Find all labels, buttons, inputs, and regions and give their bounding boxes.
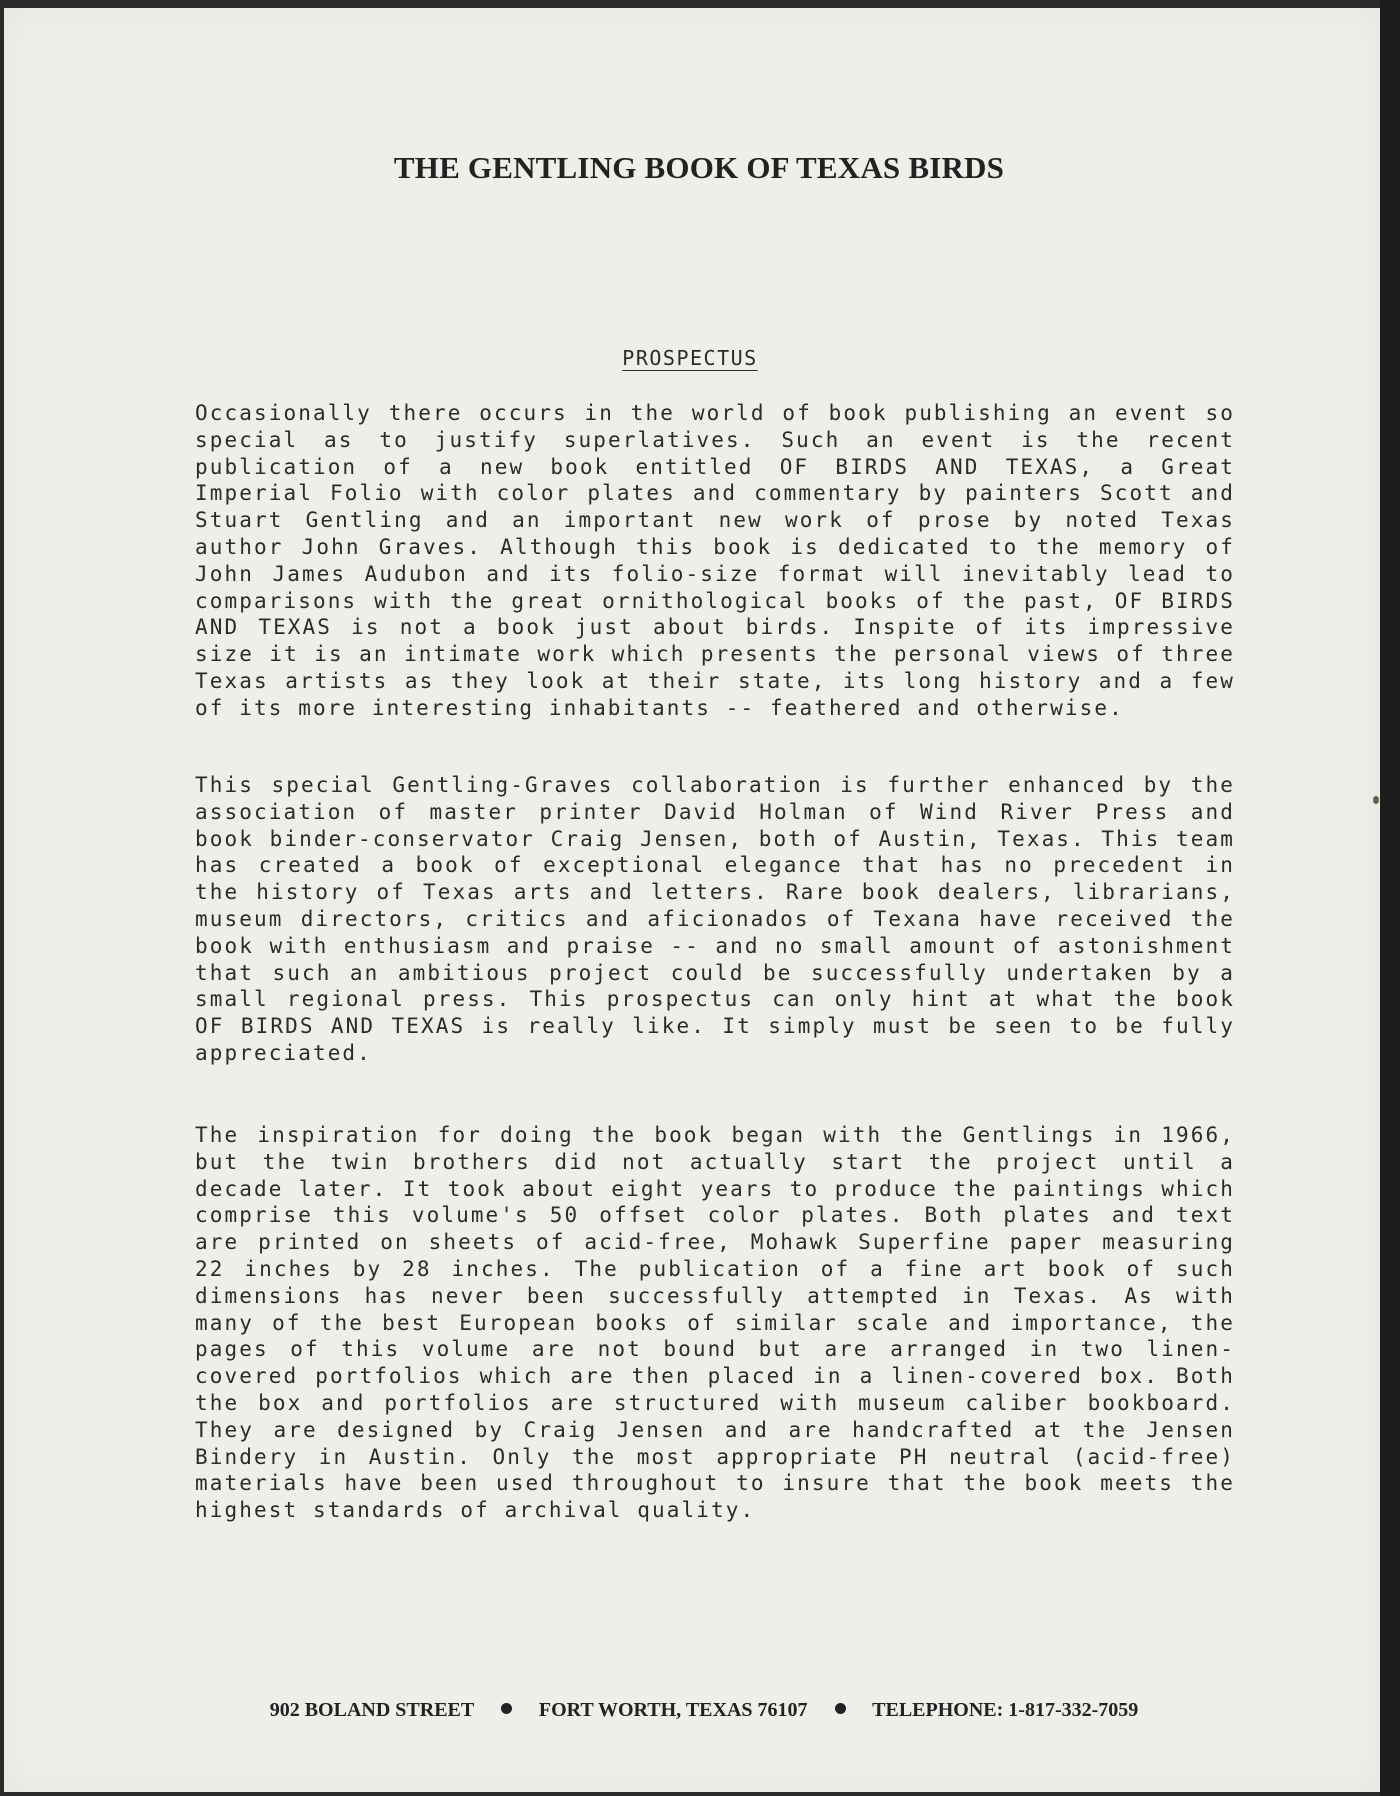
bullet-icon xyxy=(501,1703,512,1714)
section-heading xyxy=(4,346,1376,370)
document-page xyxy=(4,8,1380,1792)
paragraph-3: The inspiration for doing the book began with the Gentlings in 1966, but the twin brothers did not actually start the project until a decade later. It took about eight years to produce the paintings which comprise this volume's 50 offset color plates. Both plates and text are printed on sheets of acid-free, Mohawk Superfine paper measuring 22 inches by 28 inches. The publication of a fine art book of such dimensions has never been successfully attempted in Texas. As with many of the best European books of similar scale and importance, the pages of this volume are not bound but are arranged in two linen-covered portfolios which are then placed in a linen-covered box. Both the box and portfolios are structured with museum caliber bookboard. They are designed by Craig Jensen and are handcrafted at the Jensen Bindery in Austin. Only the most appropriate PH neutral (acid-free) materials have been used throughout to insure that the book meets the highest standards of archival quality. xyxy=(195,1123,1235,1523)
margin-speck xyxy=(1373,796,1379,804)
scan-edge xyxy=(1380,0,1400,1796)
bullet-icon xyxy=(835,1703,846,1714)
paragraph-1: Occasionally there occurs in the world of book publishing an event so special as to justify superlatives. Such an event is the recent publication of a new book entitled OF BIRDS AND TEXAS, a Great Imperial Folio with color plates and commentary by painters Scott and Stuart Gentling and an important new work of prose by noted Texas author John Graves. Although this book is dedicated to the memory of John James Audubon and its folio-size format will inevitably lead to comparisons with the great ornithological books of the past, OF BIRDS AND TEXAS is not a book just about birds. Inspite of its impressive size it is an intimate work which presents the personal views of three Texas artists as they look at their state, its long history and a few of its more interesting inhabitants -- feathered and otherwise. xyxy=(195,401,1235,720)
footer-contact xyxy=(4,1699,1400,1722)
paragraph-2: This special Gentling-Graves collaboration is further enhanced by the association of master printer David Holman of Wind River Press and book binder-conservator Craig Jensen, both of Austin, Texas. This team has created a book of exceptional elegance that has no precedent in the history of Texas arts and letters. Rare book dealers, librarians, museum directors, critics and aficionados of Texana have received the book with enthusiasm and praise -- and no small amount of astonishment that such an ambitious project could be successfully undertaken by a small regional press. This prospectus can only hint at what the book OF BIRDS AND TEXAS is really like. It simply must be seen to be fully appreciated. xyxy=(195,773,1235,1065)
footer-phone: TELEPHONE: 1-817-332-7059 xyxy=(872,1699,1139,1721)
footer-city: FORT WORTH, TEXAS 76107 xyxy=(538,1699,808,1721)
section-heading-text: PROSPECTUS xyxy=(622,346,758,370)
document-title: THE GENTLING BOOK OF TEXAS BIRDS xyxy=(393,150,1005,185)
footer-address: 902 BOLAND STREET xyxy=(269,1699,474,1721)
